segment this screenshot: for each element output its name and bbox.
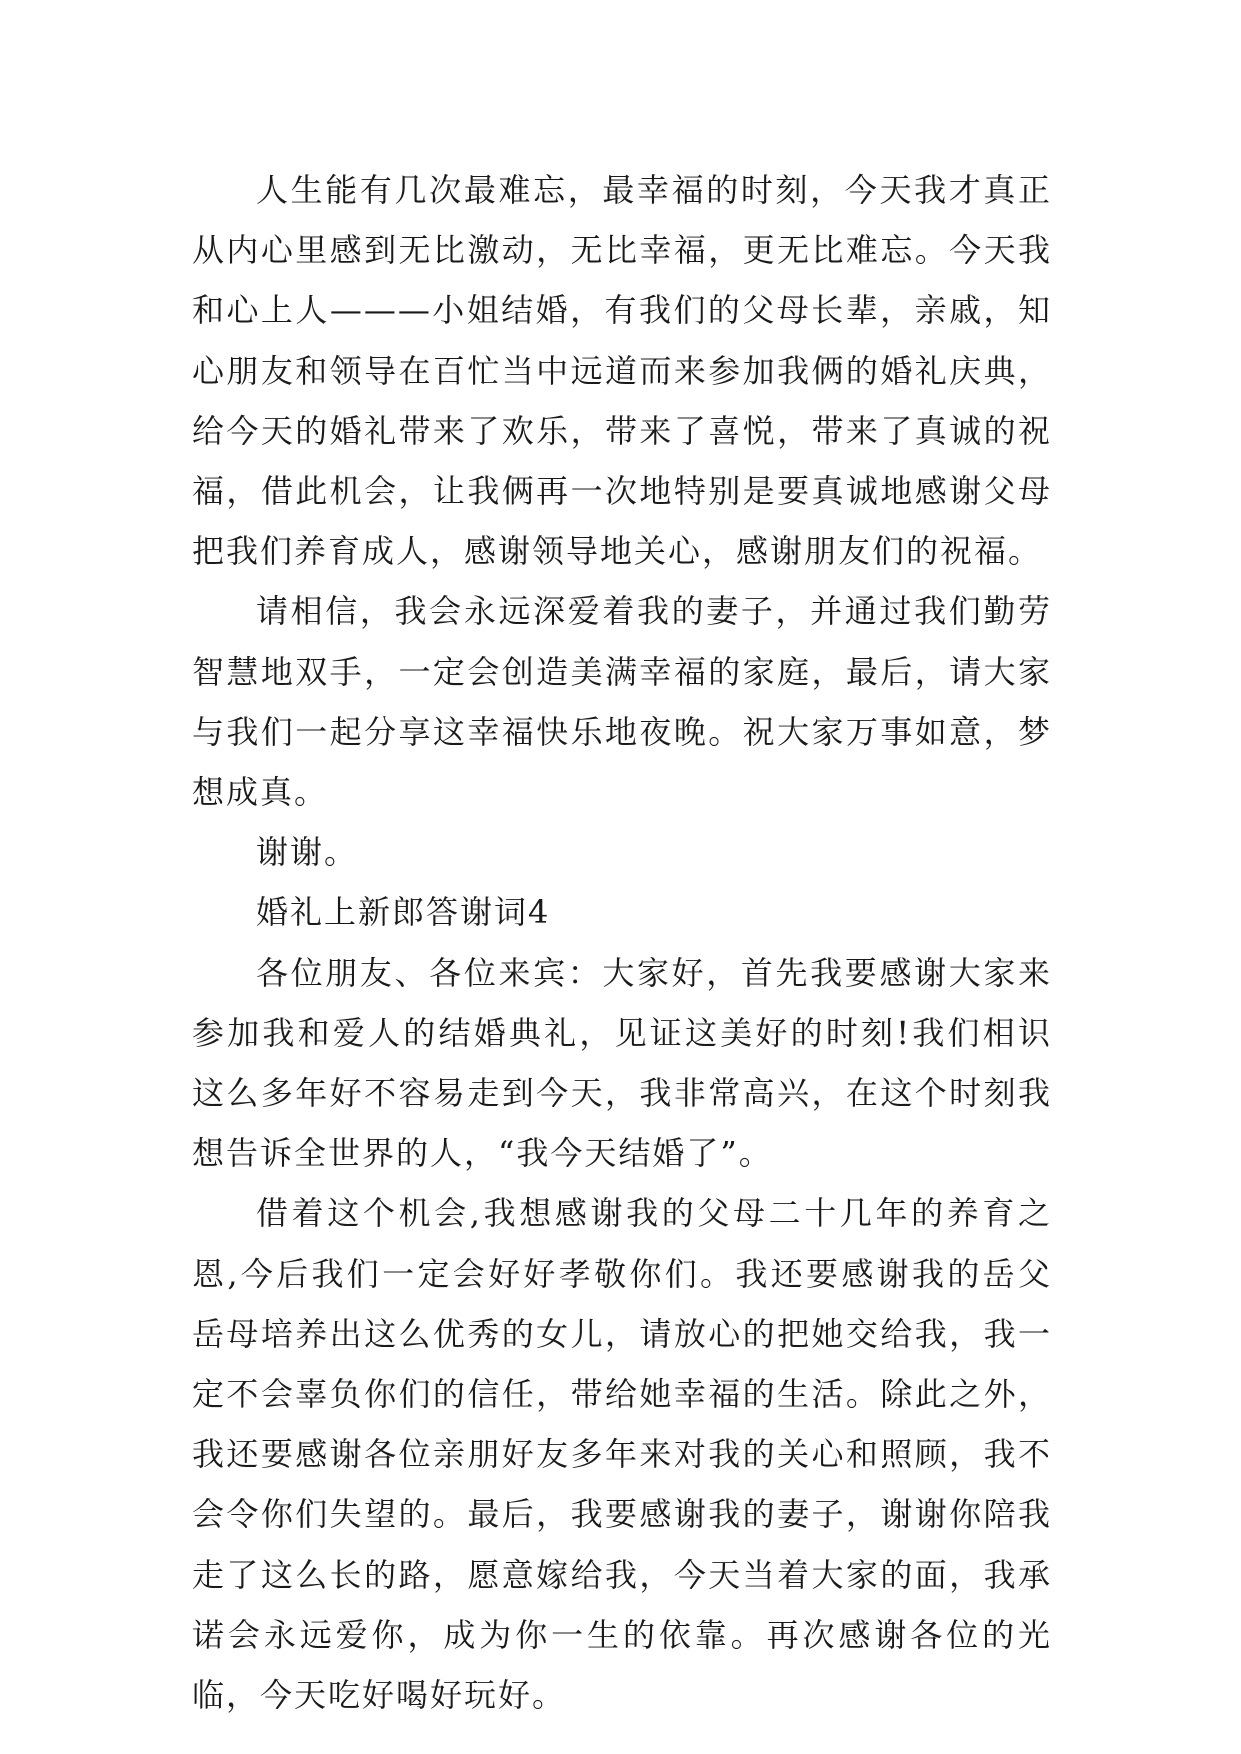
paragraph-thank-you: 谢谢。: [256, 833, 359, 872]
paragraph-promise: 请相信，我会永远深爱着我的妻子，并通过我们勤劳智慧地双手，一定会创造美满幸福的家庭，最后，请大家与我们一起分享这幸福快乐地夜晚。祝大家万事如意，梦想成真。: [192, 592, 1052, 812]
section-heading: 婚礼上新郎答谢词4: [256, 893, 551, 932]
paragraph-gratitude: 借着这个机会,我想感谢我的父母二十几年的养育之恩,今后我们一定会好好孝敬你们。我还要感谢我的岳父岳母培养出这么优秀的女儿，请放心的把她交给我，我一定不会辜负你们的信任，带给她幸福的生活。除此之外，我还要感谢各位亲朋好友多年来对我的关心和照顾，我不会令你们失望的。最后，我要感谢我的妻子，谢谢你陪我走了这么长的路，愿意嫁给我，今天当着大家的面，我承诺会永远爱你，成为你一生的依靠。再次感谢各位的光临，今天吃好喝好玩好。: [192, 1194, 1052, 1715]
paragraph-greeting: 各位朋友、各位来宾：大家好，首先我要感谢大家来参加我和爱人的结婚典礼，见证这美好的时刻!我们相识这么多年好不容易走到今天，我非常高兴，在这个时刻我想告诉全世界的人，“我今天结婚了”。: [192, 953, 1052, 1173]
document-body: [192, 160, 1052, 1725]
paragraph-opening-thanks: 人生能有几次最难忘，最幸福的时刻，今天我才真正从内心里感到无比激动，无比幸福，更无比难忘。今天我和心上人———小姐结婚，有我们的父母长辈，亲戚，知心朋友和领导在百忙当中远道而来参加我俩的婚礼庆典，给今天的婚礼带来了欢乐，带来了喜悦，带来了真诚的祝福，借此机会，让我俩再一次地特别是要真诚地感谢父母把我们养育成人，感谢领导地关心，感谢朋友们的祝福。: [192, 171, 1052, 571]
